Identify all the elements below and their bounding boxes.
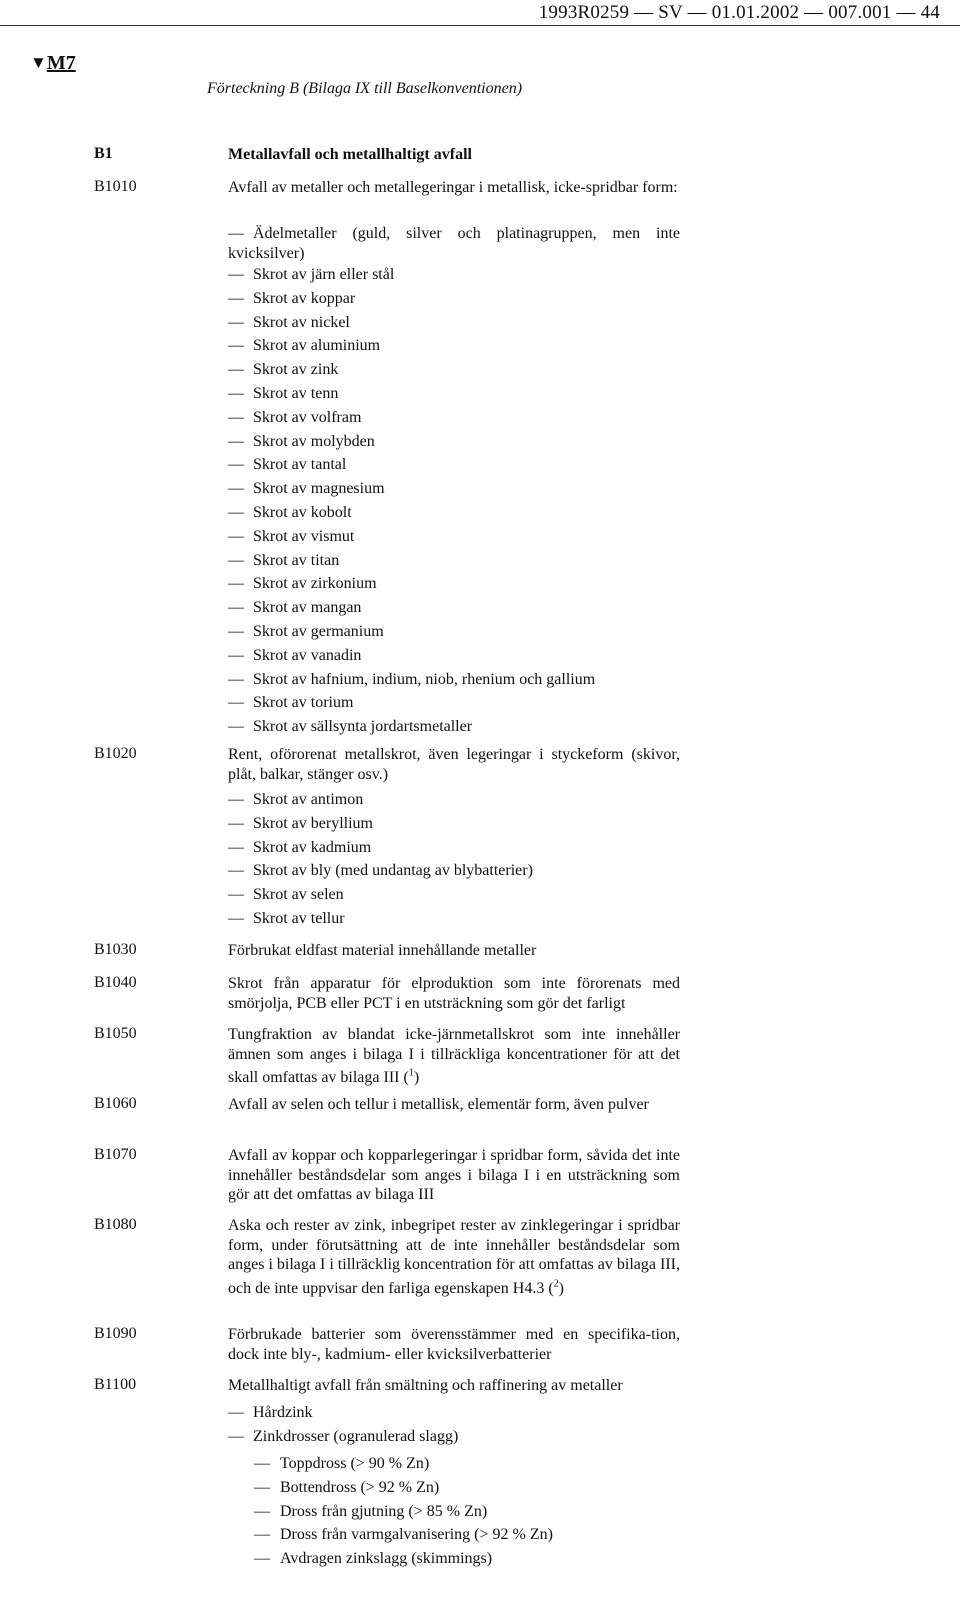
list-item [228,504,352,522]
entry-text-b1050 [228,1025,680,1088]
list-item-text: Skrot av antimon [253,791,364,808]
em-dash-bullet: — [228,694,244,712]
entry-text-b1030: Förbrukat eldfast material innehållande metaller [228,942,537,959]
em-dash-bullet: — [254,1478,270,1496]
list-item [254,1526,553,1544]
list-item-text: Skrot av torium [253,694,354,712]
section-code-b1: B1 [94,145,113,162]
em-dash-bullet: — [254,1502,270,1520]
em-dash-bullet: — [228,456,244,474]
em-dash-bullet: — [254,1550,270,1568]
entry-code-b1090: B1090 [94,1325,137,1342]
triangle-down-icon: ▼ [30,53,47,72]
em-dash-bullet: — [228,385,244,402]
list-item-text: Ädelmetaller (guld, silver och platinagruppen, men inte kvicksilver) [228,225,680,262]
list-item-text: Skrot av volfram [253,408,362,426]
list-item [228,910,345,928]
em-dash-bullet: — [228,862,244,880]
entry-code-b1070: B1070 [94,1146,137,1163]
list-item [228,409,361,427]
list-item [228,886,344,904]
list-item-text: Dross från varmgalvanisering (> 92 % Zn) [280,1526,553,1544]
entry-text-b1070: Avfall av koppar och kopparlegeringar i spridbar form, såvida det inte innehåller beståndsdelar som anges i bilaga I i en utsträckning som gör att det omfattas av bilaga III [228,1147,680,1203]
em-dash-bullet: — [228,718,244,736]
entry-text-b1050-body: Tungfraktion av blandat icke-järnmetallskrot som inte innehåller ämnen som anges i bilaga I i tillräckliga koncentrationer för att det skall omfattas av bilaga III ($^1$) [228,1026,680,1087]
list-item-text: Bottendross (> 92 % Zn) [280,1478,440,1496]
list-item-text: Skrot av aluminium [253,337,381,355]
list-item [228,456,346,474]
list-item [228,815,373,833]
list-item-text: Skrot av tantal [253,456,347,474]
list-item [228,266,394,284]
list-subtitle: Förteckning B (Bilaga IX till Baselkonventionen) [207,80,523,97]
entry-text-b1040: Skrot från apparatur för elproduktion som inte förorenats med smörjolja, PCB eller PCT i en utsträckning som gör det farligt [228,975,680,1012]
list-item [254,1455,429,1473]
em-dash-bullet: — [228,266,244,283]
list-item-text: Skrot av vanadin [253,646,362,664]
list-item [254,1479,439,1497]
list-item-text: Zinkdrosser (ogranulerad slagg) [253,1428,459,1445]
em-dash-bullet: — [228,480,244,498]
list-item-text: Skrot av bly (med undantag av blybatterier) [253,862,533,880]
em-dash-bullet: — [254,1526,270,1544]
list-item [228,575,377,593]
list-item-text: Skrot av hafnium, indium, niob, rhenium och gallium [253,670,596,688]
list-item-text: Skrot av järn eller stål [253,266,395,283]
footnote-ref[interactable]: 2 [553,1278,559,1290]
list-item [228,433,375,451]
em-dash-bullet: — [228,337,244,355]
em-dash-bullet: — [228,527,244,545]
section-title-b1: Metallavfall och metallhaltigt avfall [228,146,472,163]
footnote-ref[interactable]: 1 [408,1068,414,1079]
em-dash-bullet: — [228,575,244,593]
em-dash-bullet: — [228,838,244,856]
list-item-text: Skrot av molybden [253,432,375,450]
entry-code-b1100: B1100 [94,1376,137,1393]
list-item [228,694,353,712]
list-item-text: Toppdross (> 90 % Zn) [280,1455,430,1472]
list-item-text: Skrot av kobolt [253,504,352,521]
header-rule [0,25,960,26]
list-item-text: Skrot av zink [253,361,339,379]
entry-text-b1090: Förbrukade batterier som överensstämmer med en specifika-tion, dock inte bly-, kadmium- eller kvicksilverbatterier [228,1326,680,1363]
list-item-text: Skrot av titan [253,551,340,569]
list-item [228,1428,458,1446]
list-item [228,337,380,355]
em-dash-bullet: — [228,910,244,927]
em-dash-bullet: — [228,408,244,426]
entry-text-b1020: Rent, oförorenat metallskrot, även legeringar i styckeform (skivor, plåt, balkar, stänger osv.) [228,746,680,783]
entry-code-b1020: B1020 [94,745,137,762]
list-item [254,1550,492,1568]
list-item-text: Skrot av selen [253,886,344,904]
entry-code-b1030: B1030 [94,941,137,958]
list-item-text: Skrot av beryllium [253,814,373,832]
list-item [228,671,595,689]
em-dash-bullet: — [228,289,244,307]
em-dash-bullet: — [228,504,244,521]
list-item-text: Skrot av tenn [253,385,339,402]
list-item-text: Skrot av vismut [253,527,355,545]
list-item [228,528,354,546]
list-item [228,385,338,403]
em-dash-bullet: — [228,814,244,832]
list-item [228,224,680,263]
entry-text-b1080 [228,1216,680,1298]
em-dash-bullet: — [254,1455,270,1472]
list-item [254,1503,487,1521]
entry-text-b1080-body: Aska och rester av zink, inbegripet rester av zinklegeringar i spridbar form, under förutsättning att de inte innehåller beståndsdelar som anges i bilaga I i tillräcklig koncentration för att omfattas av bilaga III, och de inte uppvisar den farliga egenskapen H4.3 ($^2$) [228,1217,680,1297]
entry-text-b1100: Metallhaltigt avfall från smältning och raffinering av metaller [228,1377,623,1394]
list-item [228,623,384,641]
list-item [228,1404,313,1422]
list-item-text: Dross från gjutning (> 85 % Zn) [280,1502,488,1520]
list-item [228,314,350,332]
list-item-text: Skrot av germanium [253,623,384,640]
em-dash-bullet: — [228,1428,244,1445]
entry-code-b1050: B1050 [94,1025,137,1042]
list-item-text: Skrot av zirkonium [253,575,377,593]
em-dash-bullet: — [228,225,244,242]
amendment-link[interactable]: M7 [46,52,76,74]
list-item-text: Avdragen zinkslagg (skimmings) [280,1550,493,1568]
list-item-text: Skrot av kadmium [253,838,372,856]
em-dash-bullet: — [228,432,244,450]
em-dash-bullet: — [228,791,244,808]
list-item-text: Skrot av koppar [253,289,356,307]
list-item [228,791,363,809]
list-item-text: Skrot av tellur [253,910,345,927]
em-dash-bullet: — [228,599,244,617]
list-item-text: Skrot av nickel [253,313,350,331]
em-dash-bullet: — [228,670,244,688]
list-item [228,552,339,570]
list-item-text: Skrot av magnesium [253,480,385,498]
em-dash-bullet: — [228,361,244,379]
entry-text-b1060: Avfall av selen och tellur i metallisk, elementär form, även pulver [228,1096,649,1113]
em-dash-bullet: — [228,623,244,640]
em-dash-bullet: — [228,313,244,331]
list-item-text: Skrot av sällsynta jordartsmetaller [253,718,473,736]
em-dash-bullet: — [228,886,244,904]
entry-code-b1010: B1010 [94,178,137,195]
list-item-text: Hårdzink [253,1404,313,1421]
list-item-text: Skrot av mangan [253,599,362,617]
entry-code-b1080: B1080 [94,1216,137,1233]
em-dash-bullet: — [228,646,244,664]
list-item [228,647,361,665]
entry-text-b1010: Avfall av metaller och metallegeringar i metallisk, icke-spridbar form: [228,179,678,196]
list-item [228,361,338,379]
list-item [228,862,533,880]
list-item [228,839,371,857]
list-item [228,599,361,617]
entry-code-b1060: B1060 [94,1095,137,1112]
list-item [228,290,355,308]
em-dash-bullet: — [228,551,244,569]
em-dash-bullet: — [228,1404,244,1421]
amendment-marker [30,52,76,75]
entry-code-b1040: B1040 [94,974,137,991]
list-item [228,718,472,736]
page-header: 1993R0259 — SV — 01.01.2002 — 007.001 — 44 [538,2,940,23]
list-item [228,480,385,498]
